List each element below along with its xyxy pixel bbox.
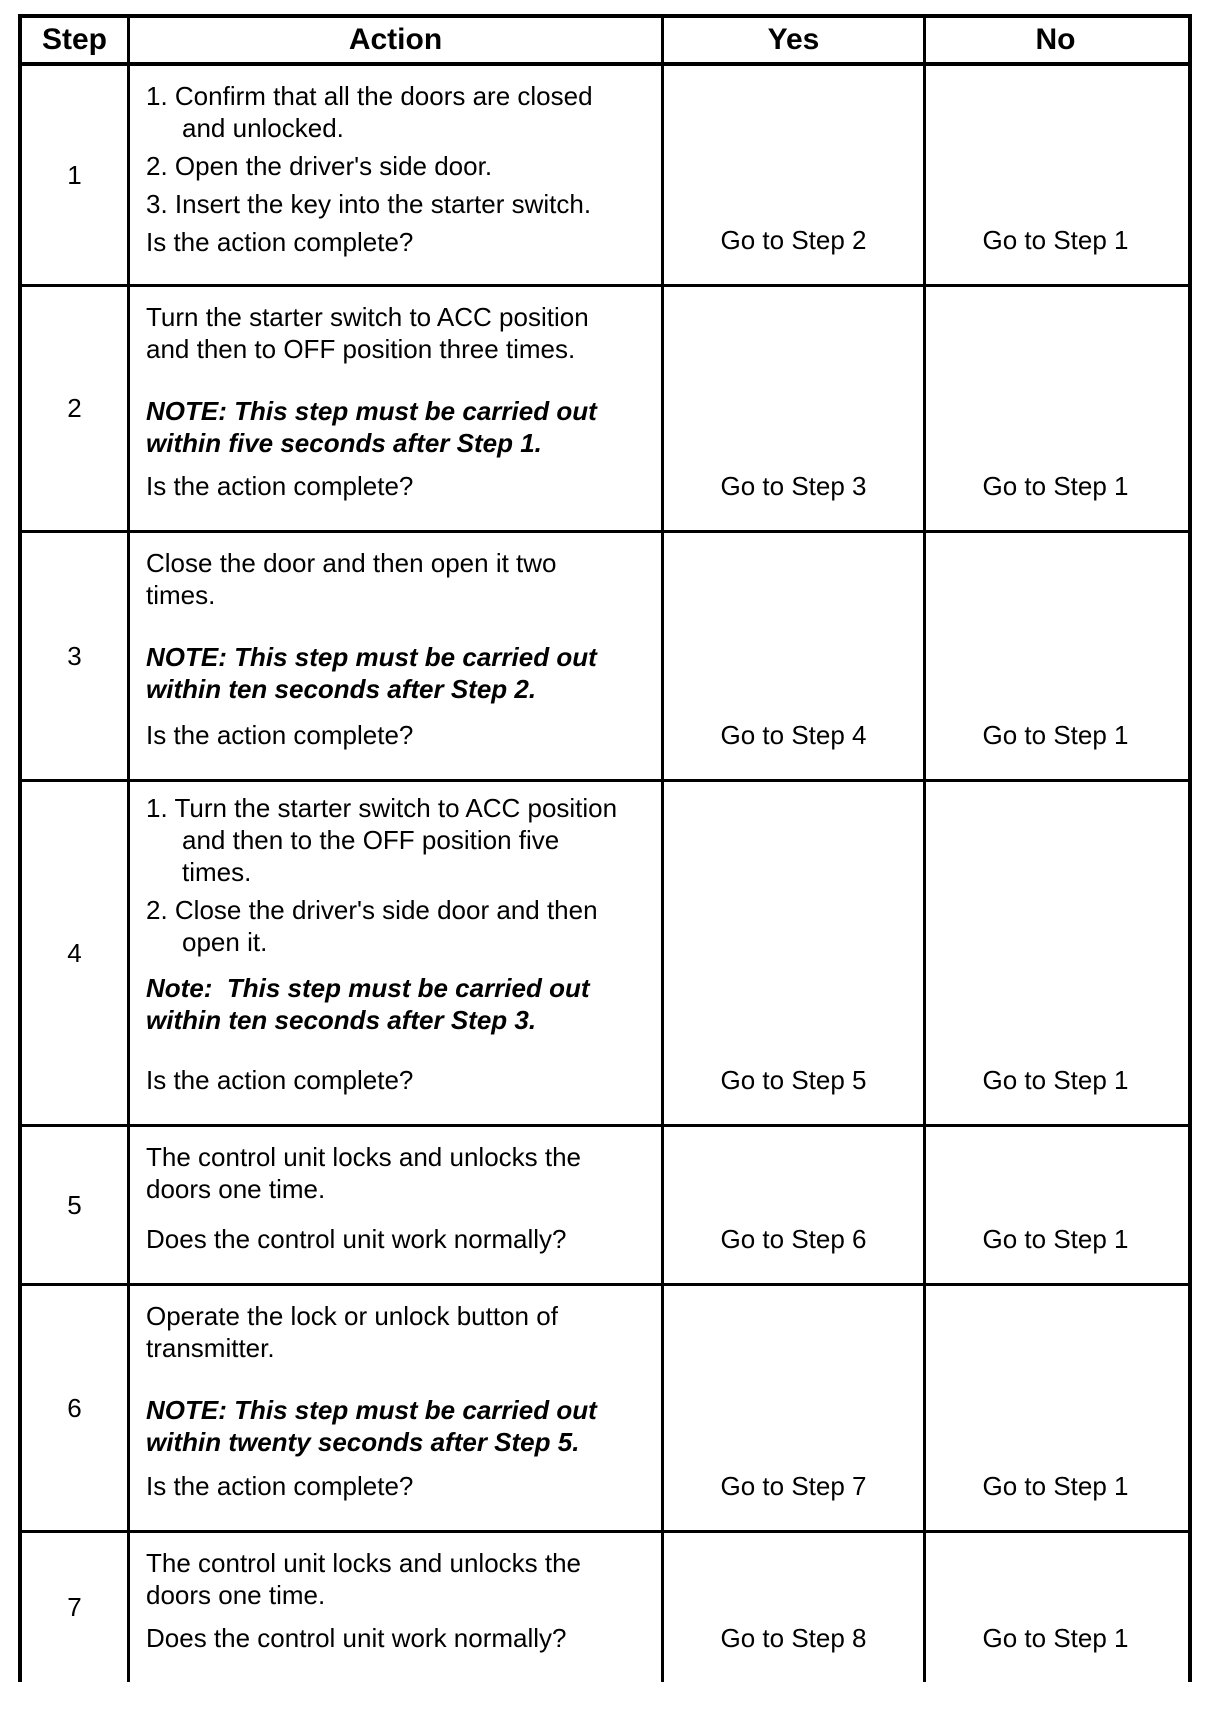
- action-question: Is the action complete?: [146, 227, 414, 257]
- diagnostic-step-table: [18, 14, 1192, 1682]
- action-paragraph: The control unit locks and unlocks the doors one time.: [146, 1142, 582, 1204]
- action-item: 1. Turn the starter switch to ACC position and then to the OFF position five times.: [146, 793, 618, 887]
- action-item: 1. Confirm that all the doors are closed and unlocked.: [146, 81, 593, 143]
- step-number: 6: [67, 1392, 82, 1423]
- table-row: [22, 287, 1188, 533]
- yes-cell: Go to Step 2: [664, 66, 926, 284]
- action-item: 2. Open the driver's side door.: [146, 151, 493, 181]
- action-cell: [130, 287, 664, 530]
- action-note: NOTE: This step must be carried out within ten seconds after Step 2.: [146, 642, 604, 704]
- table-row: [22, 1533, 1188, 1682]
- action-paragraph: Turn the starter switch to ACC position and then to OFF position three times.: [146, 302, 589, 364]
- action-question: Is the action complete?: [146, 720, 414, 750]
- no-cell: Go to Step 1: [982, 720, 1129, 750]
- step-cell: [22, 1127, 130, 1283]
- action-note: NOTE: This step must be carried out within twenty seconds after Step 5.: [146, 1395, 604, 1457]
- action-question: Is the action complete?: [146, 471, 414, 501]
- table-row: [22, 1127, 1188, 1286]
- action-item: 2. Close the driver's side door and then open it.: [146, 895, 598, 957]
- table-row: [22, 1286, 1188, 1533]
- action-cell: [130, 66, 664, 284]
- table-header-row: [22, 18, 1188, 66]
- step-number: 2: [67, 393, 82, 423]
- action-question: Does the control unit work normally?: [146, 1623, 567, 1653]
- action-question: Is the action complete?: [146, 1471, 414, 1501]
- yes-cell: Go to Step 8: [664, 1533, 926, 1682]
- column-header-action: Action: [130, 18, 664, 62]
- table-row: [22, 66, 1188, 287]
- action-item: 3. Insert the key into the starter switch.: [146, 189, 592, 219]
- step-number: 1: [67, 159, 82, 190]
- no-cell: Go to Step 1: [982, 1471, 1129, 1501]
- step-number: 3: [67, 640, 82, 671]
- action-cell: [130, 782, 664, 1124]
- yes-cell: Go to Step 4: [664, 533, 926, 779]
- action-cell: [130, 1533, 664, 1682]
- table-row: [22, 533, 1188, 782]
- no-cell: Go to Step 1: [982, 1224, 1129, 1254]
- action-cell: [130, 533, 664, 779]
- yes-cell: Go to Step 3: [664, 287, 926, 530]
- action-question: Does the control unit work normally?: [146, 1224, 567, 1254]
- no-cell: Go to Step 1: [982, 1065, 1129, 1095]
- column-header-step: Step: [22, 18, 130, 62]
- action-question: Is the action complete?: [146, 1065, 414, 1095]
- column-header-yes: Yes: [664, 18, 926, 62]
- step-number: 7: [67, 1592, 82, 1622]
- action-paragraph: Operate the lock or unlock button of transmitter.: [146, 1301, 558, 1363]
- action-note: Note: This step must be carried out within ten seconds after Step 3.: [146, 973, 597, 1035]
- action-cell: [130, 1286, 664, 1530]
- no-cell: Go to Step 1: [982, 225, 1129, 255]
- step-cell: [22, 1533, 130, 1682]
- step-number: 5: [67, 1189, 82, 1220]
- yes-cell: Go to Step 5: [664, 782, 926, 1124]
- yes-cell: Go to Step 7: [664, 1286, 926, 1530]
- yes-cell: Go to Step 6: [664, 1127, 926, 1283]
- no-cell: Go to Step 1: [982, 1623, 1129, 1653]
- step-cell: [22, 287, 130, 530]
- step-cell: [22, 782, 130, 1124]
- step-cell: [22, 533, 130, 779]
- no-cell: Go to Step 1: [982, 471, 1129, 501]
- step-cell: [22, 1286, 130, 1530]
- step-cell: [22, 66, 130, 284]
- action-note: NOTE: This step must be carried out within five seconds after Step 1.: [146, 396, 604, 458]
- action-paragraph: Close the door and then open it two times.: [146, 548, 557, 610]
- column-header-no: No: [1035, 23, 1076, 56]
- step-number: 4: [67, 937, 82, 968]
- action-cell: [130, 1127, 664, 1283]
- action-paragraph: The control unit locks and unlocks the doors one time.: [146, 1548, 582, 1610]
- table-row: [22, 782, 1188, 1127]
